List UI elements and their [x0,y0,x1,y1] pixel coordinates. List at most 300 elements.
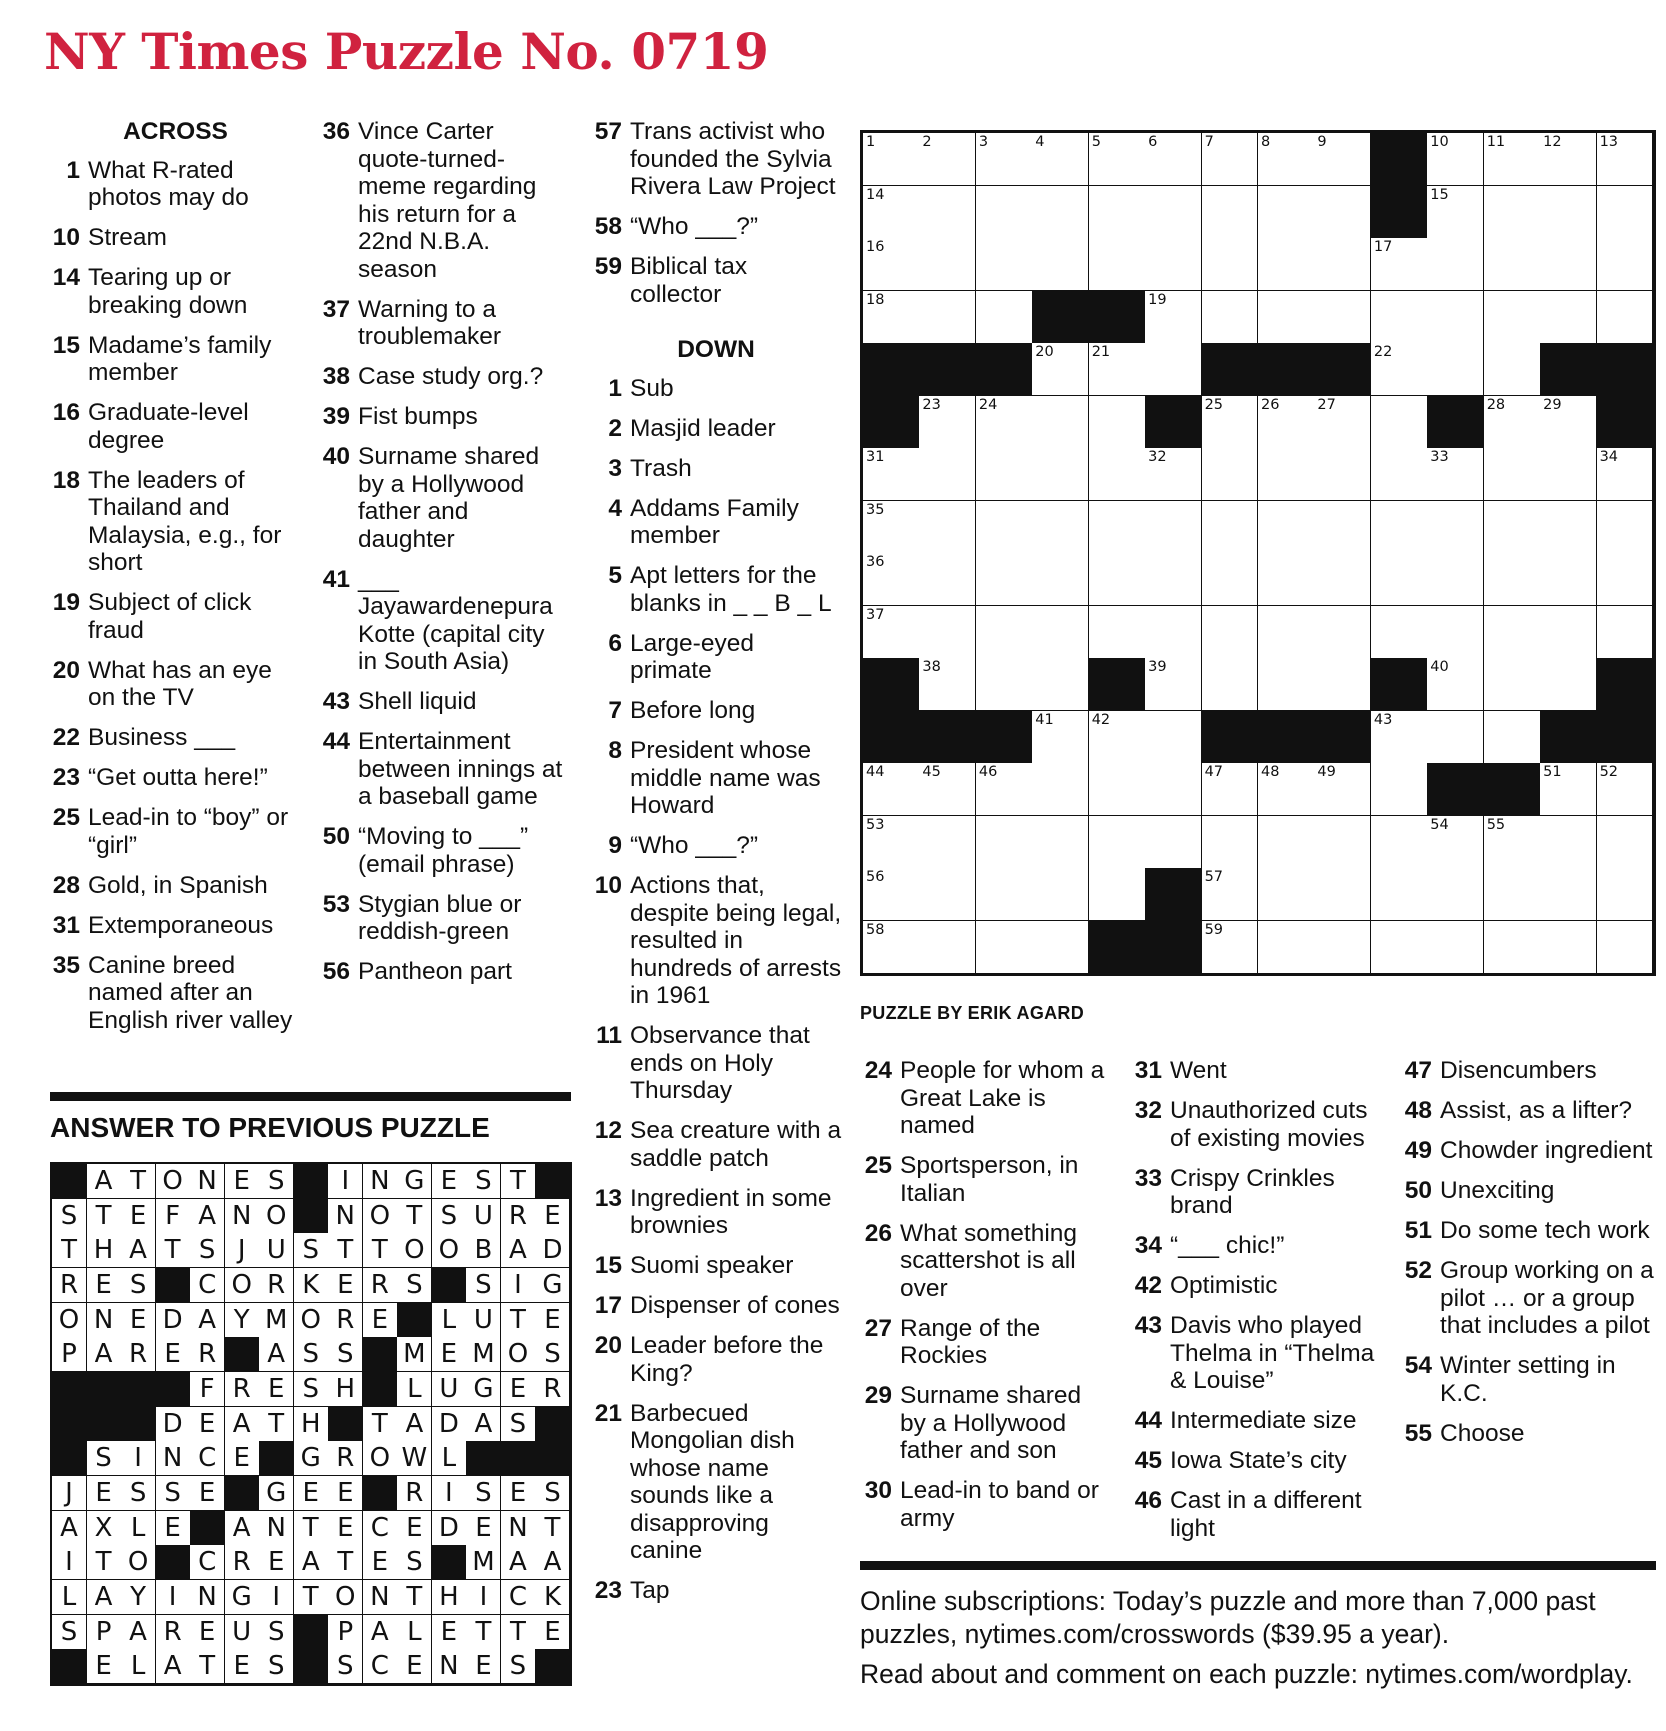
grid-cell[interactable] [1427,186,1484,239]
grid-cell[interactable] [863,553,920,606]
grid-cell[interactable] [1427,553,1484,606]
grid-cell[interactable] [1258,763,1315,816]
grid-cell[interactable] [1540,658,1597,711]
grid-cell[interactable] [1427,291,1484,344]
grid-cell[interactable] [1597,186,1654,239]
grid-cell[interactable] [1540,921,1597,974]
answer-cell: L [121,1511,156,1546]
grid-cell[interactable] [1202,658,1259,711]
grid-cell[interactable] [976,238,1033,291]
grid-cell[interactable] [1314,396,1371,449]
grid-cell[interactable] [1202,396,1259,449]
grid-cell[interactable] [919,291,976,344]
clue-number: 37 [322,295,350,323]
clue-number: 1 [66,156,80,184]
grid-cell[interactable] [1202,501,1259,554]
grid-cell[interactable] [1258,658,1315,711]
grid-cell[interactable] [919,133,976,186]
grid-cell[interactable] [863,133,920,186]
grid-cell[interactable] [1484,343,1541,396]
grid-cell[interactable] [1484,396,1541,449]
answer-block [294,1199,329,1234]
grid-cell[interactable] [863,501,920,554]
grid-cell[interactable] [1089,816,1146,869]
cell-number: 27 [1317,396,1336,413]
grid-cell[interactable] [919,816,976,869]
grid-cell[interactable] [1089,606,1146,659]
answer-cell: O [501,1337,536,1372]
clue-text: Shell liquid [358,688,477,715]
clue-number: 44 [1134,1407,1162,1434]
answer-title: ANSWER TO PREVIOUS PUZZLE [50,1112,490,1143]
grid-cell[interactable] [1540,186,1597,239]
answer-cell: S [52,1199,87,1234]
grid-cell[interactable] [1540,448,1597,501]
grid-cell[interactable] [1484,291,1541,344]
grid-cell[interactable] [919,553,976,606]
grid-cell[interactable] [1314,553,1371,606]
grid-cell[interactable] [1427,448,1484,501]
clue-text: Business ___ [88,724,236,751]
answer-cell: R [225,1372,260,1407]
grid-cell[interactable] [1202,238,1259,291]
clue-down_1-6 [590,630,842,685]
grid-cell[interactable] [976,921,1033,974]
grid-cell[interactable] [1145,186,1202,239]
grid-cell[interactable] [919,238,976,291]
clue-text: Lead-in to “boy” or “girl” [88,804,289,859]
answer-cell: S [501,1649,536,1684]
grid-cell[interactable] [1314,658,1371,711]
grid-cell[interactable] [1597,921,1654,974]
grid-cell[interactable] [1258,816,1315,869]
grid-cell[interactable] [919,658,976,711]
grid-cell[interactable] [1258,606,1315,659]
grid-cell[interactable] [1371,868,1428,921]
grid-cell[interactable] [919,448,976,501]
grid-cell[interactable] [976,291,1033,344]
grid-cell[interactable] [919,501,976,554]
grid-cell[interactable] [1540,553,1597,606]
footer-divider [860,1561,1656,1570]
grid-cell[interactable] [1089,553,1146,606]
clue-down_1-21 [590,1400,842,1565]
grid-block [919,711,976,764]
grid-cell[interactable] [1371,396,1428,449]
grid-cell[interactable] [1597,448,1654,501]
grid-cell[interactable] [1145,501,1202,554]
answer-block [121,1372,156,1407]
grid-cell[interactable] [976,133,1033,186]
clue-down_3-32 [1130,1097,1383,1152]
grid-cell[interactable] [1484,606,1541,659]
grid-cell[interactable] [1089,448,1146,501]
crossword-grid[interactable] [860,130,1656,976]
grid-cell[interactable] [919,186,976,239]
grid-cell[interactable] [1032,396,1089,449]
answer-cell: O [397,1233,432,1268]
clue-number: 6 [608,629,622,657]
grid-cell[interactable] [976,396,1033,449]
grid-cell[interactable] [1314,186,1371,239]
answer-cell: A [87,1580,122,1615]
clue-down_1-12 [590,1117,842,1172]
grid-cell[interactable] [1484,816,1541,869]
clue-down_1-17 [590,1292,842,1320]
clue-text: Before long [630,697,756,724]
grid-cell[interactable] [863,921,920,974]
grid-cell[interactable] [1427,238,1484,291]
grid-cell[interactable] [1032,711,1089,764]
grid-cell[interactable] [1371,553,1428,606]
clue-number: 19 [52,589,80,616]
grid-block [863,711,920,764]
grid-cell[interactable] [1145,448,1202,501]
grid-cell[interactable] [1032,606,1089,659]
grid-cell[interactable] [1202,291,1259,344]
grid-cell[interactable] [1258,448,1315,501]
grid-cell[interactable] [1597,291,1654,344]
answer-cell: T [535,1511,570,1546]
grid-cell[interactable] [1202,448,1259,501]
grid-cell[interactable] [863,291,920,344]
grid-cell[interactable] [1371,763,1428,816]
clue-text: Case study org.? [358,363,544,390]
grid-cell[interactable] [1427,606,1484,659]
grid-cell[interactable] [1032,763,1089,816]
grid-cell[interactable] [863,816,920,869]
answer-block [225,1337,260,1372]
grid-cell[interactable] [1032,553,1089,606]
grid-cell[interactable] [1540,133,1597,186]
answer-cell: T [87,1199,122,1234]
grid-cell[interactable] [1258,291,1315,344]
clue-down_4-49 [1400,1137,1655,1165]
answer-cell: C [190,1441,225,1476]
grid-cell[interactable] [919,868,976,921]
cell-number: 3 [978,134,989,150]
grid-cell[interactable] [1314,238,1371,291]
grid-cell[interactable] [976,501,1033,554]
answer-cell: S [501,1407,536,1442]
grid-cell[interactable] [1258,553,1315,606]
grid-cell[interactable] [976,606,1033,659]
grid-cell[interactable] [1032,343,1089,396]
answer-cell: G [294,1441,329,1476]
grid-cell[interactable] [1089,763,1146,816]
clue-number: 13 [594,1184,622,1212]
grid-cell[interactable] [1089,396,1146,449]
grid-cell[interactable] [1484,448,1541,501]
answer-cell: N [156,1441,191,1476]
clue-number: 58 [594,213,622,240]
clue-number: 27 [864,1314,892,1342]
grid-cell[interactable] [1258,133,1315,186]
grid-cell[interactable] [1145,343,1202,396]
grid-cell[interactable] [1314,921,1371,974]
grid-cell[interactable] [1145,238,1202,291]
clue-across_3-59 [590,253,842,308]
clue-number: 21 [594,1399,622,1427]
grid-cell[interactable] [976,553,1033,606]
grid-cell[interactable] [1202,553,1259,606]
grid-cell[interactable] [1202,816,1259,869]
grid-cell[interactable] [1202,186,1259,239]
grid-cell[interactable] [1427,658,1484,711]
answer-cell: E [501,1476,536,1511]
clue-number: 53 [322,890,350,918]
grid-cell[interactable] [1427,133,1484,186]
answer-cell: T [466,1615,501,1650]
grid-cell[interactable] [1089,133,1146,186]
clue-down_1-11 [590,1022,842,1105]
grid-cell[interactable] [1427,921,1484,974]
grid-cell[interactable] [1371,816,1428,869]
grid-cell[interactable] [1540,816,1597,869]
cell-number: 57 [1204,869,1224,885]
answer-cell: L [52,1580,87,1615]
grid-cell[interactable] [1484,133,1541,186]
answer-cell: H [432,1580,467,1615]
grid-cell[interactable] [1145,606,1202,659]
answer-cell: N [432,1649,467,1684]
grid-cell[interactable] [976,186,1033,239]
grid-cell[interactable] [1089,501,1146,554]
answer-block [535,1649,570,1684]
grid-cell[interactable] [1540,501,1597,554]
grid-cell[interactable] [1314,448,1371,501]
answer-cell: N [363,1580,398,1615]
grid-cell[interactable] [1032,186,1089,239]
grid-cell[interactable] [1314,133,1371,186]
grid-cell[interactable] [1089,343,1146,396]
grid-cell[interactable] [1314,868,1371,921]
clue-down_1-20 [590,1332,842,1387]
answer-cell: E [363,1303,398,1338]
grid-cell[interactable] [1371,711,1428,764]
grid-cell[interactable] [1032,816,1089,869]
grid-cell[interactable] [1089,186,1146,239]
cell-number: 12 [1543,134,1562,150]
grid-cell[interactable] [976,763,1033,816]
grid-cell[interactable] [1597,238,1654,291]
grid-cell[interactable] [1314,763,1371,816]
grid-cell[interactable] [1597,816,1654,869]
clue-text: Surname shared by a Hollywood father and daughter [358,443,540,553]
wordplay-text: Read about and comment on each puzzle: nytimes.com/wordplay. [860,1659,1633,1689]
clue-down_4-54 [1400,1352,1655,1407]
grid-cell[interactable] [1597,606,1654,659]
grid-cell[interactable] [1032,133,1089,186]
grid-cell[interactable] [919,763,976,816]
answer-cell: A [121,1615,156,1650]
grid-cell[interactable] [1258,501,1315,554]
grid-cell[interactable] [1540,291,1597,344]
grid-cell[interactable] [1032,921,1089,974]
across-clue-list [318,118,568,986]
clue-number: 32 [1134,1097,1162,1124]
grid-cell[interactable] [1371,291,1428,344]
grid-cell[interactable] [1258,868,1315,921]
grid-cell[interactable] [1145,711,1202,764]
grid-cell[interactable] [1258,396,1315,449]
grid-cell[interactable] [1202,606,1259,659]
grid-cell[interactable] [1145,658,1202,711]
grid-cell[interactable] [976,448,1033,501]
clue-text: Crispy Crinkles brand [1170,1164,1335,1219]
grid-cell[interactable] [1597,501,1654,554]
grid-cell[interactable] [1314,501,1371,554]
grid-cell[interactable] [1371,238,1428,291]
grid-cell[interactable] [1145,291,1202,344]
grid-cell[interactable] [1540,606,1597,659]
grid-cell[interactable] [1089,868,1146,921]
grid-cell[interactable] [1484,868,1541,921]
grid-cell[interactable] [863,763,920,816]
answer-cell: E [121,1199,156,1234]
grid-cell[interactable] [1484,921,1541,974]
grid-cell[interactable] [1314,816,1371,869]
answer-cell: S [466,1268,501,1303]
grid-cell[interactable] [1540,763,1597,816]
cell-number: 31 [866,449,885,465]
grid-cell[interactable] [1540,238,1597,291]
grid-cell[interactable] [1258,921,1315,974]
grid-cell[interactable] [1032,501,1089,554]
grid-cell[interactable] [1258,186,1315,239]
clue-number: 16 [52,399,80,426]
clue-down_4-55 [1400,1420,1655,1448]
grid-cell[interactable] [1427,711,1484,764]
cell-number: 56 [866,869,885,885]
across-clue-list [590,118,842,308]
grid-block [1371,658,1428,711]
answer-cell: R [225,1545,260,1580]
grid-cell[interactable] [1145,816,1202,869]
grid-cell[interactable] [1427,501,1484,554]
clue-number: 15 [52,331,80,359]
grid-cell[interactable] [1202,133,1259,186]
clue-across_1-15 [48,332,303,387]
grid-cell[interactable] [863,238,920,291]
grid-cell[interactable] [1032,658,1089,711]
grid-cell[interactable] [1540,396,1597,449]
grid-cell[interactable] [1371,606,1428,659]
answer-block [501,1441,536,1476]
answer-cell: G [397,1164,432,1199]
grid-cell[interactable] [863,186,920,239]
clue-across_1-23 [48,764,303,792]
grid-cell[interactable] [1032,448,1089,501]
grid-cell[interactable] [1484,501,1541,554]
grid-block [1202,711,1259,764]
grid-cell[interactable] [1371,921,1428,974]
grid-cell[interactable] [1258,238,1315,291]
clue-number: 18 [52,466,80,494]
grid-cell[interactable] [1314,291,1371,344]
grid-cell[interactable] [1202,921,1259,974]
grid-cell[interactable] [1427,816,1484,869]
grid-cell[interactable] [976,868,1033,921]
grid-cell[interactable] [1145,553,1202,606]
answer-cell: E [121,1303,156,1338]
grid-cell[interactable] [1089,711,1146,764]
clue-text: Extemporaneous [88,911,274,939]
answer-cell: O [225,1268,260,1303]
grid-cell[interactable] [1371,343,1428,396]
grid-cell[interactable] [1484,658,1541,711]
grid-cell[interactable] [1202,868,1259,921]
grid-cell[interactable] [1032,238,1089,291]
grid-cell[interactable] [863,606,920,659]
answer-block [535,1164,570,1199]
clue-number: 25 [864,1152,892,1179]
grid-cell[interactable] [1427,868,1484,921]
grid-cell[interactable] [976,658,1033,711]
grid-cell[interactable] [1371,501,1428,554]
cell-number: 6 [1148,134,1158,150]
clue-across_2-37 [318,296,568,351]
clue-down_3-45 [1130,1447,1383,1475]
cell-number: 33 [1430,449,1449,465]
answer-cell: R [121,1337,156,1372]
grid-cell[interactable] [919,606,976,659]
grid-cell[interactable] [1371,448,1428,501]
grid-cell[interactable] [1597,868,1654,921]
answer-block [190,1511,225,1546]
grid-cell[interactable] [919,396,976,449]
grid-cell[interactable] [1314,606,1371,659]
grid-cell[interactable] [1145,133,1202,186]
grid-cell[interactable] [1484,553,1541,606]
grid-cell[interactable] [1597,133,1654,186]
clue-number: 49 [1404,1137,1432,1164]
cell-number: 58 [866,921,885,938]
grid-cell[interactable] [863,448,920,501]
grid-block [1314,711,1371,764]
answer-block [328,1407,363,1442]
grid-cell[interactable] [1540,868,1597,921]
grid-cell[interactable] [976,816,1033,869]
grid-cell[interactable] [1597,553,1654,606]
grid-cell[interactable] [919,921,976,974]
answer-block [535,1407,570,1442]
cell-number: 18 [866,291,885,308]
answer-cell: O [363,1441,398,1476]
grid-cell[interactable] [1032,868,1089,921]
clue-text: Winter setting in K.C. [1440,1352,1616,1407]
grid-cell[interactable] [1427,343,1484,396]
grid-cell[interactable] [1484,238,1541,291]
grid-cell[interactable] [1145,763,1202,816]
answer-cell: S [294,1372,329,1407]
clue-text: Tap [630,1577,670,1604]
grid-cell[interactable] [1484,711,1541,764]
grid-cell[interactable] [1597,763,1654,816]
answer-cell: E [535,1199,570,1234]
answer-cell: A [190,1303,225,1338]
clue-text: Stygian blue or reddish-green [358,890,522,945]
puzzle-title: NY Times Puzzle No. 0719 [44,22,769,81]
cell-number: 29 [1543,396,1562,413]
grid-cell[interactable] [863,868,920,921]
clue-text: Leader before the King? [630,1332,824,1387]
clue-down_1-4 [590,495,842,550]
answer-cell: E [328,1511,363,1546]
grid-cell[interactable] [1484,186,1541,239]
grid-cell[interactable] [1089,238,1146,291]
grid-cell[interactable] [1202,763,1259,816]
